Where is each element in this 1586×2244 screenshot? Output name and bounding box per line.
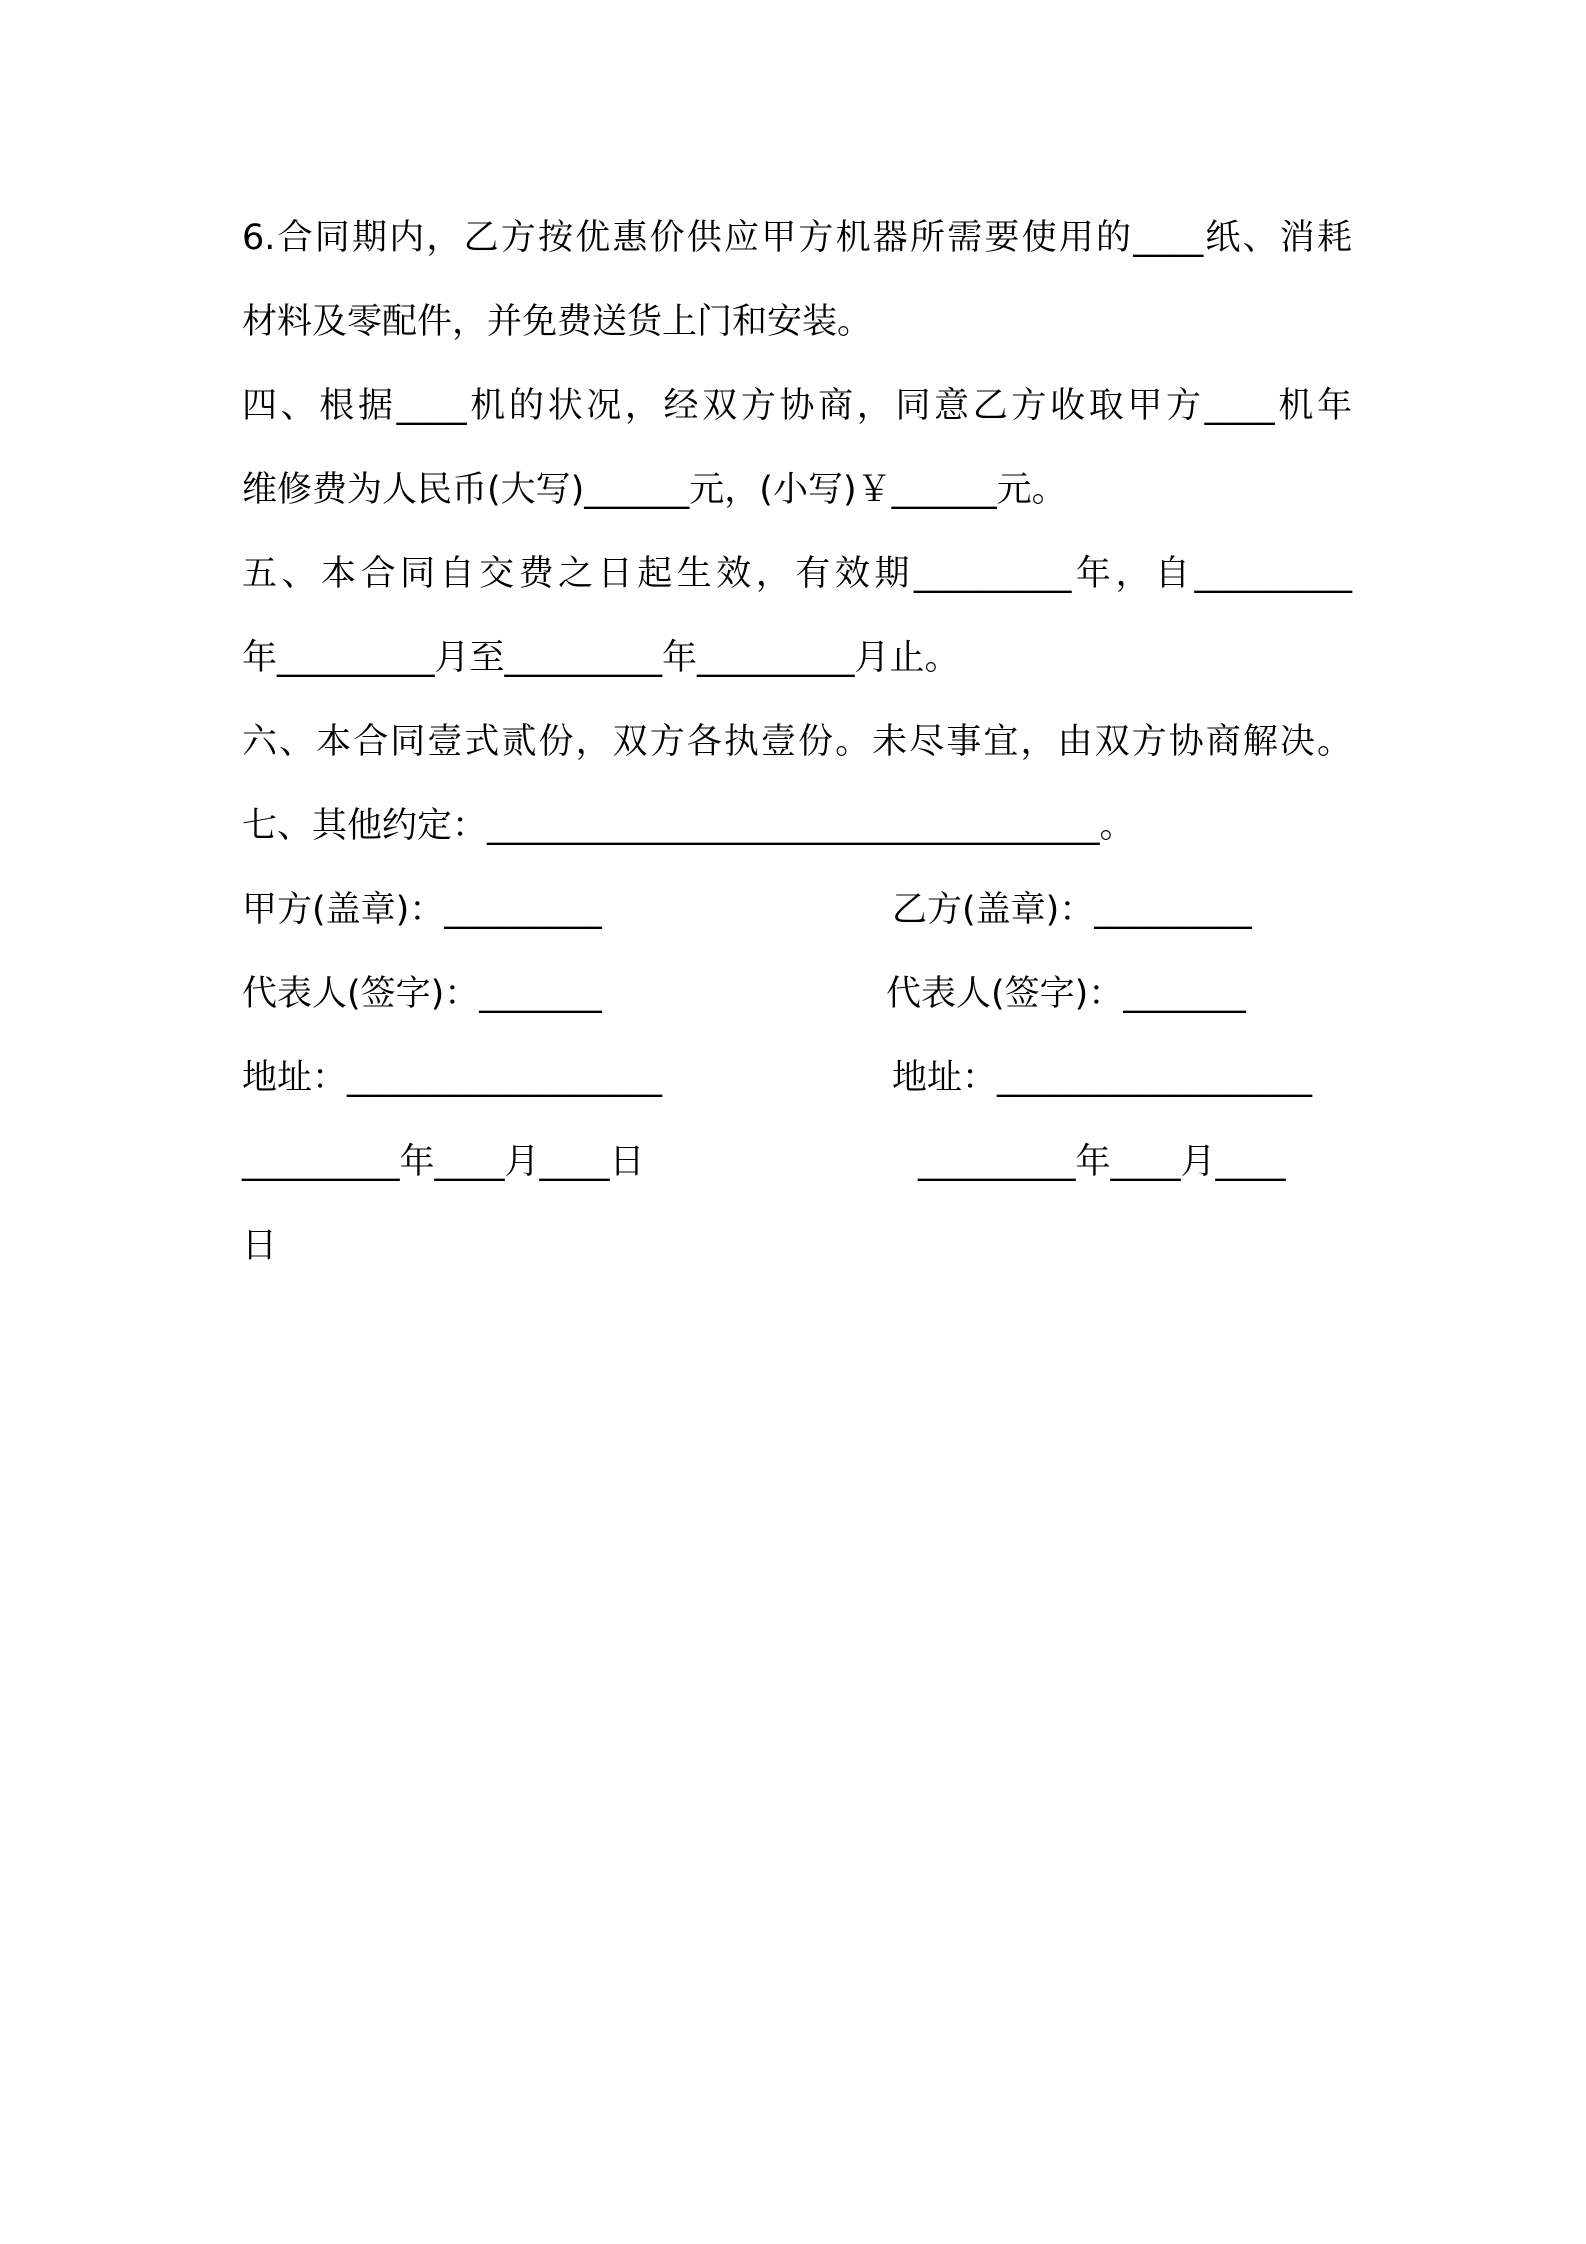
clause-four-line-2: 维修费为人民币(大写)______元，(小写)￥______元。: [242, 470, 1067, 510]
contract-body: [242, 196, 1352, 1288]
clause-five-line-2: 年_________月至_________年_________月止。: [242, 638, 960, 678]
party-a-seal: 甲方(盖章)：_________: [242, 890, 602, 930]
party-b-date-overflow: 日: [242, 1226, 278, 1266]
clause-six-line-1: 六、本合同壹式贰份，双方各执壹份。未尽事宜，由双方协商解决。: [242, 722, 1352, 762]
seal-row: [242, 868, 1352, 952]
party-b-representative: 代表人(签字)：_______: [886, 974, 1246, 1014]
party-b-seal: 乙方(盖章)：_________: [892, 890, 1252, 930]
party-b-date: _________年____月____: [918, 1142, 1286, 1182]
date-row: [242, 1120, 1352, 1204]
party-a-address: 地址：__________________: [242, 1058, 663, 1098]
clause-five-line-1: 五、本合同自交费之日起生效，有效期_________年，自_________: [242, 554, 1352, 594]
party-b-address: 地址：__________________: [892, 1058, 1313, 1098]
party-a-representative: 代表人(签字)：_______: [242, 974, 602, 1014]
address-row: [242, 1036, 1352, 1120]
clause-seven-line-1: 七、其他约定：___________________________________。: [242, 806, 1135, 846]
clause-four-line-1: 四、根据____机的状况，经双方协商，同意乙方收取甲方____机年: [242, 386, 1352, 426]
party-a-date: _________年____月____日: [242, 1142, 645, 1182]
clause-6-line-1: 6.合同期内，乙方按优惠价供应甲方机器所需要使用的____纸、消耗: [242, 218, 1352, 258]
representative-row: [242, 952, 1352, 1036]
clause-6-line-2: 材料及零配件，并免费送货上门和安装。: [242, 302, 873, 342]
